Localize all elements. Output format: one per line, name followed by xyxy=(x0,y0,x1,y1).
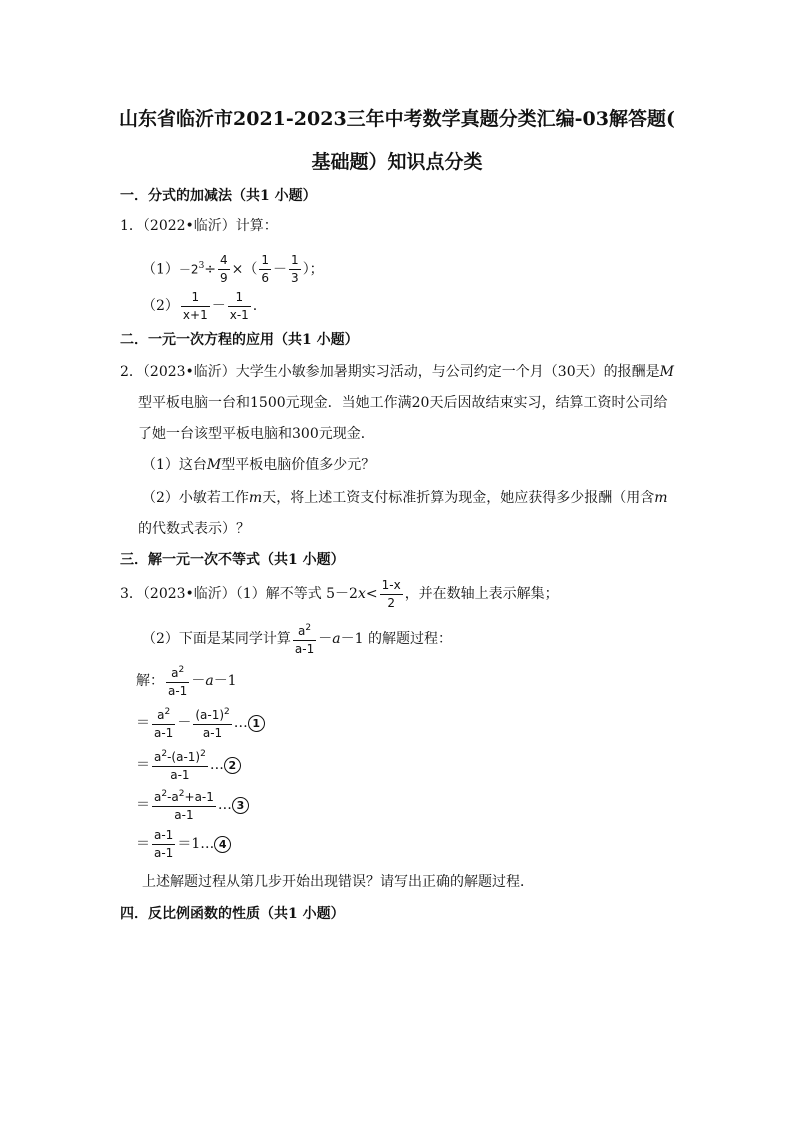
q1-p1-times: ×（ xyxy=(231,261,258,278)
section-heading-2: 二．一元一次方程的应用（共1 小题） xyxy=(120,332,359,348)
q1-p1-label: （1） xyxy=(142,261,179,278)
section-heading-1: 一．分式的加减法（共1 小题） xyxy=(120,188,317,204)
fraction-denominator: a-1 xyxy=(168,684,188,698)
fraction-numerator: 1 xyxy=(289,252,301,270)
term-a: a xyxy=(154,790,162,804)
q3-lead-text: 3．（2023•临沂）（1）解不等式 5－2 xyxy=(120,586,358,602)
q1-p1-div: ÷ xyxy=(204,261,217,278)
fraction-denominator: 3 xyxy=(291,271,299,286)
q1-p2-label: （2） xyxy=(142,298,179,314)
sol0-minus: － xyxy=(191,673,206,689)
fraction-numerator xyxy=(293,620,316,641)
q2-sub2-var: m xyxy=(248,490,263,506)
q2-line-1-text: 2．（2023•临沂）大学生小敏参加暑期实习活动，与公司约定一个月（30天）的报酬是 xyxy=(120,364,660,380)
q1-p1-fraction-3 xyxy=(289,252,301,287)
equals-sign: ＝ xyxy=(136,797,150,813)
base: (a-1) xyxy=(195,708,225,722)
s2-fraction xyxy=(152,746,208,784)
fraction-numerator xyxy=(152,704,175,725)
s4-rest: ＝1… xyxy=(177,836,215,852)
question-2-line-2: 型平板电脑一台和1500元现金．当她工作满20天后因故结束实习，结算工资时公司给 xyxy=(138,395,668,411)
circled-number-3: 3 xyxy=(232,797,249,814)
document-title-line-1: 山东省临沂市2021-2023三年中考数学真题分类汇编-03解答题( xyxy=(119,108,675,130)
fraction-numerator xyxy=(152,746,208,767)
solution-step-3 xyxy=(136,786,249,824)
question-3-lead xyxy=(120,576,559,612)
question-2-line-3: 了她一台该型平板电脑和300元现金． xyxy=(138,426,375,442)
fraction-numerator: 1 xyxy=(259,252,271,270)
solution-label: 解： xyxy=(136,673,164,689)
q3-sub2-var: a xyxy=(332,631,341,647)
s1-dots: … xyxy=(233,715,248,731)
q2-sub2-text-b: 天，将上述工资支付标准折算为现金，她应获得多少报酬（用含 xyxy=(262,490,655,506)
question-2-sub-1 xyxy=(142,455,375,475)
base: a xyxy=(298,624,306,638)
solution-step-2 xyxy=(136,746,241,784)
question-3-closing: 上述解题过程从第几步开始出现错误？请写出正确的解题过程． xyxy=(142,874,534,890)
equals-sign: ＝ xyxy=(136,715,150,731)
s4-fraction xyxy=(152,827,175,862)
term-b: -a xyxy=(167,790,179,804)
q1-p2-minus: － xyxy=(211,298,226,314)
question-1-part-1 xyxy=(142,248,324,288)
q3-lead-fraction xyxy=(380,577,403,612)
question-1-part-2 xyxy=(142,288,257,324)
section-heading-4: 四．反比例函数的性质（共1 小题） xyxy=(120,906,345,922)
section-heading-3: 三．解一元一次不等式（共1 小题） xyxy=(120,552,345,568)
fraction-numerator: 4 xyxy=(218,252,230,270)
q2-sub1-text-b: 型平板电脑价值多少元？ xyxy=(221,457,376,473)
q1-p1-base: －2 xyxy=(178,262,199,277)
exponent: 2 xyxy=(305,623,312,633)
equals-sign: ＝ xyxy=(136,836,150,852)
question-2-line-1 xyxy=(120,362,674,382)
solution-step-1 xyxy=(136,704,265,742)
fraction-denominator: x-1 xyxy=(229,307,249,322)
term-c: +a-1 xyxy=(184,790,214,804)
base: a xyxy=(171,666,179,680)
fraction-numerator: 1 xyxy=(228,289,251,307)
q2-sub1-var: M xyxy=(206,457,222,473)
question-1-lead: 1．（2022•临沂）计算： xyxy=(120,218,278,234)
term-b: -(a-1) xyxy=(167,750,201,764)
q3-lead-end: ，并在数轴上表示解集； xyxy=(404,586,559,602)
s3-fraction xyxy=(152,786,216,824)
q3-lead-var: x xyxy=(357,586,366,602)
exponent: 2 xyxy=(224,707,230,717)
q2-sub2-text-a: （2）小敏若工作 xyxy=(142,490,249,506)
fraction-denominator: a-1 xyxy=(294,642,315,656)
document-title-line-2: 基础题）知识点分类 xyxy=(311,151,483,173)
fraction-denominator: a-1 xyxy=(170,768,190,782)
fraction-denominator: a-1 xyxy=(154,726,174,740)
s1-fraction-2 xyxy=(193,704,231,742)
sol0-var: a xyxy=(205,673,214,689)
q3-sub2-fraction xyxy=(293,620,316,658)
circled-number-2: 2 xyxy=(224,757,241,774)
q1-p1-exp: 3 xyxy=(198,261,205,271)
exponent: 2 xyxy=(161,789,168,799)
exponent: 2 xyxy=(178,789,185,799)
fraction-denominator: x+1 xyxy=(182,307,208,322)
question-2-sub-2-cont: 的代数式表示）？ xyxy=(138,521,250,537)
q1-p2-fraction-2 xyxy=(228,289,251,324)
exponent: 2 xyxy=(178,665,185,675)
circled-number-1: 1 xyxy=(248,715,265,732)
q3-less-than: < xyxy=(365,586,378,602)
exponent: 2 xyxy=(200,749,206,759)
q2-sub2-var-2: m xyxy=(654,490,668,506)
q1-p1-fraction-2 xyxy=(259,252,271,287)
q3-sub2-text-a: （2）下面是某同学计算 xyxy=(142,631,291,647)
q1-p2-fraction-1 xyxy=(181,289,210,324)
term-a: a xyxy=(154,750,162,764)
fraction-denominator: 9 xyxy=(220,271,228,286)
equals-sign: ＝ xyxy=(136,757,150,773)
exponent: 2 xyxy=(161,749,168,759)
fraction-numerator xyxy=(166,662,189,683)
s1-fraction-1 xyxy=(152,704,175,742)
question-3-sub-2 xyxy=(142,620,452,658)
exponent: 2 xyxy=(164,707,171,717)
solution-step-4 xyxy=(136,826,231,862)
q1-p1-minus: － xyxy=(273,261,288,278)
fraction-numerator: a-1 xyxy=(152,827,175,845)
fraction-numerator: 1 xyxy=(181,289,210,307)
fraction-denominator: a-1 xyxy=(202,726,223,740)
q1-p1-end: ）； xyxy=(302,261,324,278)
fraction-numerator xyxy=(193,704,231,725)
s3-dots: … xyxy=(217,797,232,813)
sol0-rest: －1 xyxy=(213,673,237,689)
base: a xyxy=(157,708,165,722)
q2-sub1-text-a: （1）这台 xyxy=(142,457,207,473)
fraction-numerator: 1-x xyxy=(380,577,403,595)
s1-minus: － xyxy=(177,715,192,731)
fraction-denominator: 6 xyxy=(261,271,270,286)
solution-line-0 xyxy=(136,662,237,700)
q3-sub2-minus: － xyxy=(318,631,333,647)
q1-p2-end: . xyxy=(252,298,258,314)
sol0-fraction xyxy=(166,662,189,700)
fraction-denominator: 2 xyxy=(387,595,395,610)
fraction-numerator xyxy=(152,786,216,807)
q1-p1-fraction-1 xyxy=(218,252,230,287)
question-2-sub-2 xyxy=(142,488,667,508)
circled-number-4: 4 xyxy=(214,836,231,853)
q3-sub2-text-b: －1 的解题过程： xyxy=(340,631,452,647)
s2-dots: … xyxy=(209,757,224,773)
fraction-denominator: a-1 xyxy=(154,845,174,860)
fraction-denominator: a-1 xyxy=(174,808,194,822)
q2-var-m-upper: M xyxy=(659,364,674,380)
